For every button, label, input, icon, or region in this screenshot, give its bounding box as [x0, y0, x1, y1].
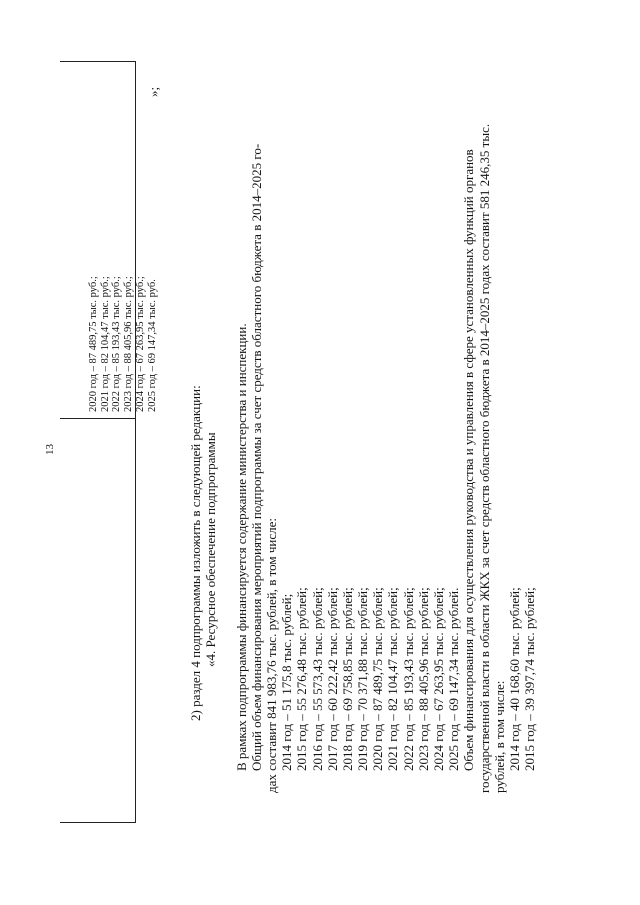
table-row: 2023 год – 88 405,96 тыс. руб.; — [123, 276, 135, 412]
list-item: 2024 год – 67 263,95 тыс. рублей; — [431, 587, 446, 771]
page-number: 13 — [44, 444, 56, 455]
spacer — [218, 124, 233, 795]
body-text — [188, 124, 537, 795]
list-item: 2018 год – 69 758,85 тыс. рублей; — [339, 587, 355, 771]
paragraph-line: Объем финансирования для осуществления руководства и управления в сфере установленных функций органов — [461, 149, 477, 771]
list-item: 2015 год – 55 276,48 тыс. рублей; — [294, 587, 310, 771]
list-item: 2023 год – 88 405,96 тыс. рублей; — [415, 587, 431, 771]
table-row: 2024 год – 67 263,95 тыс. руб.; — [134, 276, 146, 412]
paragraph-line: государственной власти в области ЖКХ за счет средств областного бюджета в 2014–2025 годах составит 581 246,35 тыс. — [476, 123, 492, 793]
list-item: 2014 год – 40 168,60 тыс. рублей; — [506, 587, 522, 771]
list-item: 2015 год – 39 397,74 тыс. рублей; — [522, 587, 538, 771]
list-item: 2020 год – 87 489,75 тыс. рублей; — [370, 587, 386, 771]
paragraph-line: дах составит 841 983,76 тыс. рублей, в том числе: — [263, 518, 279, 793]
closing-quote-mark: »; — [146, 86, 161, 97]
table-row: 2025 год – 69 147,34 тыс. руб. — [146, 279, 158, 412]
list-item: 2019 год – 70 371,88 тыс. рублей; — [355, 587, 371, 771]
table-row: 2020 год – 87 489,75 тыс. руб.; — [88, 276, 99, 412]
list-item: 2017 год – 60 222,42 тыс. рублей; — [324, 587, 340, 771]
section-heading: «4. Ресурсное обеспечение подпрограммы — [203, 432, 219, 667]
list-item: 2016 год – 55 573,43 тыс. рублей; — [309, 587, 325, 771]
paragraph-line: рублей, в том числе: — [491, 680, 507, 793]
intro-line: 2) раздел 4 подпрограммы изложить в следующей редакции: — [188, 385, 203, 721]
list-item: 2021 год – 82 104,47 тыс. рублей; — [385, 587, 401, 771]
paragraph-line: В рамках подпрограммы финансируется содержание министерства и инспекции. — [233, 323, 249, 771]
table-cell-values — [88, 276, 158, 412]
table-column-divider — [60, 418, 135, 419]
funding-table-fragment — [60, 61, 158, 823]
list-item: 2025 год – 69 147,34 тыс. рублей. — [446, 587, 462, 771]
list-item: 2014 год – 51 175,8 тыс. рублей; — [279, 593, 295, 771]
table-row: 2021 год – 82 104,47 тыс. руб.; — [99, 276, 111, 412]
paragraph-line: Общий объем финансирования мероприятий подпрограммы за счет средств областного бюджета в 2014–2025 го- — [248, 143, 264, 771]
list-item: 2022 год – 85 193,43 тыс. рублей; — [400, 587, 416, 771]
table-row: 2022 год – 85 193,43 тыс. руб.; — [111, 276, 123, 412]
